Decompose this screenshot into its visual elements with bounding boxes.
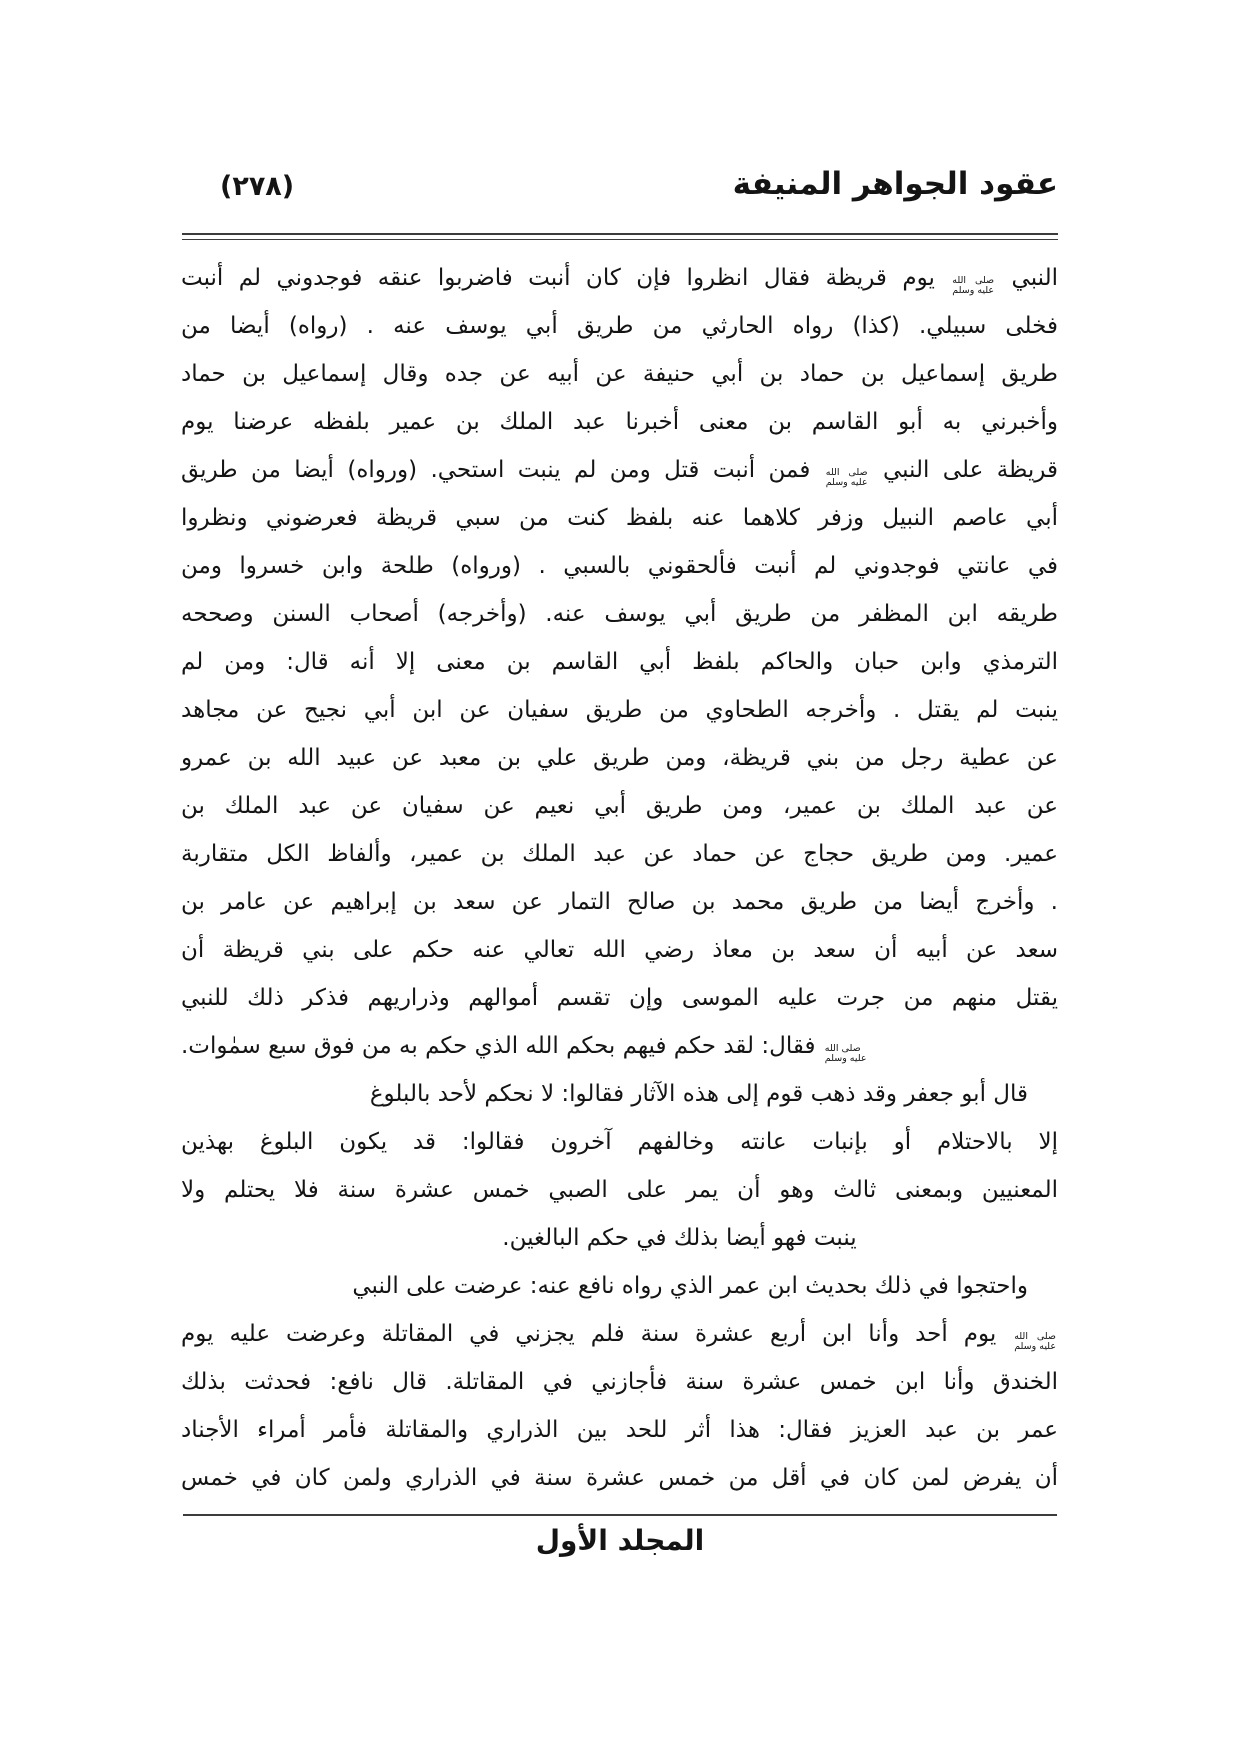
body-line: في عانتي فوجدوني لم أنبت فألحقوني بالسبي . (ورواه) طلحة وابن خسروا ومن [181, 553, 1058, 579]
body-line: قريظة على النبي صلى الله عليه وسلم فمن أنبت قتل ومن لم ينبت استحي. (ورواه) أيضا من طريق [181, 457, 1058, 488]
body-line: سعد عن أبيه أن سعد بن معاذ رضي الله تعالي عنه حكم على بني قريظة أن [181, 937, 1058, 963]
body-line-paragraph-start: قال أبو جعفر وقد ذهب قوم إلى هذه الآثار فقالوا: لا نحكم لأحد بالبلوغ [369, 1081, 1028, 1107]
pbuh-mark: صلى الله عليه وسلم [825, 466, 868, 488]
pbuh-mark: صلى الله عليه وسلم [952, 274, 995, 296]
body-line-paragraph-end: ينبت فهو أيضا بذلك في حكم البالغين. [502, 1225, 857, 1251]
body-line: يقتل منهم من جرت عليه الموسى وإن تقسم أموالهم وذراريهم فذكر ذلك للنبي [181, 985, 1058, 1011]
body-line: وأخبرني به أبو القاسم بن معنى أخبرنا عبد الملك بن عمير بلفظه عرضنا يوم [181, 409, 1058, 435]
body-line: عن عطية رجل من بني قريظة، ومن طريق علي بن معبد عن عبيد الله بن عمرو [181, 745, 1058, 771]
volume-label: المجلد الأول [535, 1524, 705, 1557]
body-line: أن يفرض لمن كان في أقل من خمس عشرة سنة في الذراري ولمن كان في خمس [181, 1465, 1058, 1491]
header-rule [182, 233, 1058, 240]
body-line: المعنيين وبمعنى ثالث وهو أن يمر على الصبي خمس عشرة سنة فلا يحتلم ولا [181, 1177, 1058, 1203]
body-line-paragraph-start: واحتجوا في ذلك بحديث ابن عمر الذي رواه نافع عنه: عرضت على النبي [352, 1273, 1028, 1299]
pbuh-mark: صلى الله عليه وسلم [1014, 1330, 1056, 1352]
body-line: صلى الله عليه وسلم يوم أحد وأنا ابن أربع عشرة سنة فلم يجزني في المقاتلة وعرضت عليه يوم [181, 1321, 1056, 1352]
page-number: (٢٧٨) [220, 171, 295, 202]
footer-rule [183, 1514, 1057, 1516]
body-line: طريقه ابن المظفر من طريق أبي يوسف عنه. (وأخرجه) أصحاب السنن وصححه [181, 601, 1058, 627]
page-footer [0, 1524, 1240, 1557]
body-line: الخندق وأنا ابن خمس عشرة سنة فأجازني في المقاتلة. قال نافع: فحدثت بذلك [181, 1369, 1058, 1395]
body-line: ينبت لم يقتل . وأخرجه الطحاوي من طريق سفيان عن ابن أبي نجيح عن مجاهد [181, 697, 1058, 723]
body-text [181, 254, 1058, 1502]
body-line: عمير. ومن طريق حجاج عن حماد عن عبد الملك بن عمير، وألفاظ الكل متقاربة [181, 841, 1058, 867]
body-line: عمر بن عبد العزيز فقال: هذا أثر للحد بين الذراري والمقاتلة فأمر أمراء الأجناد [181, 1417, 1058, 1443]
body-line-paragraph-end: صلى الله عليه وسلم فقال: لقد حكم فيهم بحكم الله الذي حكم به من فوق سبع سمٰوات. [181, 1033, 867, 1064]
body-line: طريق إسماعيل بن حماد بن أبي حنيفة عن أبيه عن جده وقال إسماعيل بن حماد [181, 361, 1058, 387]
pbuh-mark: صلى الله عليه وسلم [824, 1042, 867, 1064]
body-line: الترمذي وابن حبان والحاكم بلفظ أبي القاسم بن معنى إلا أنه قال: ومن لم [181, 649, 1058, 675]
body-line: فخلى سبيلي. (كذا) رواه الحارثي من طريق أبي يوسف عنه . (رواه) أيضا من [181, 313, 1058, 339]
body-line: . وأخرج أيضا من طريق محمد بن صالح التمار عن سعد بن إبراهيم عن عامر بن [181, 889, 1058, 915]
body-line: إلا بالاحتلام أو بإنبات عانته وخالفهم آخرون فقالوا: قد يكون البلوغ بهذين [181, 1129, 1058, 1155]
page-header [182, 166, 1058, 202]
body-line: عن عبد الملك بن عمير، ومن طريق أبي نعيم عن سفيان عن عبد الملك بن [181, 793, 1058, 819]
body-line: أبي عاصم النبيل وزفر كلاهما عنه بلفظ كنت من سبي قريظة فعرضوني ونظروا [181, 505, 1058, 531]
body-line: النبي صلى الله عليه وسلم يوم قريظة فقال انظروا فإن كان أنبت فاضربوا عنقه فوجدوني لم أنبت [181, 265, 1058, 296]
book-title: عقود الجواهر المنيفة [732, 166, 1058, 202]
